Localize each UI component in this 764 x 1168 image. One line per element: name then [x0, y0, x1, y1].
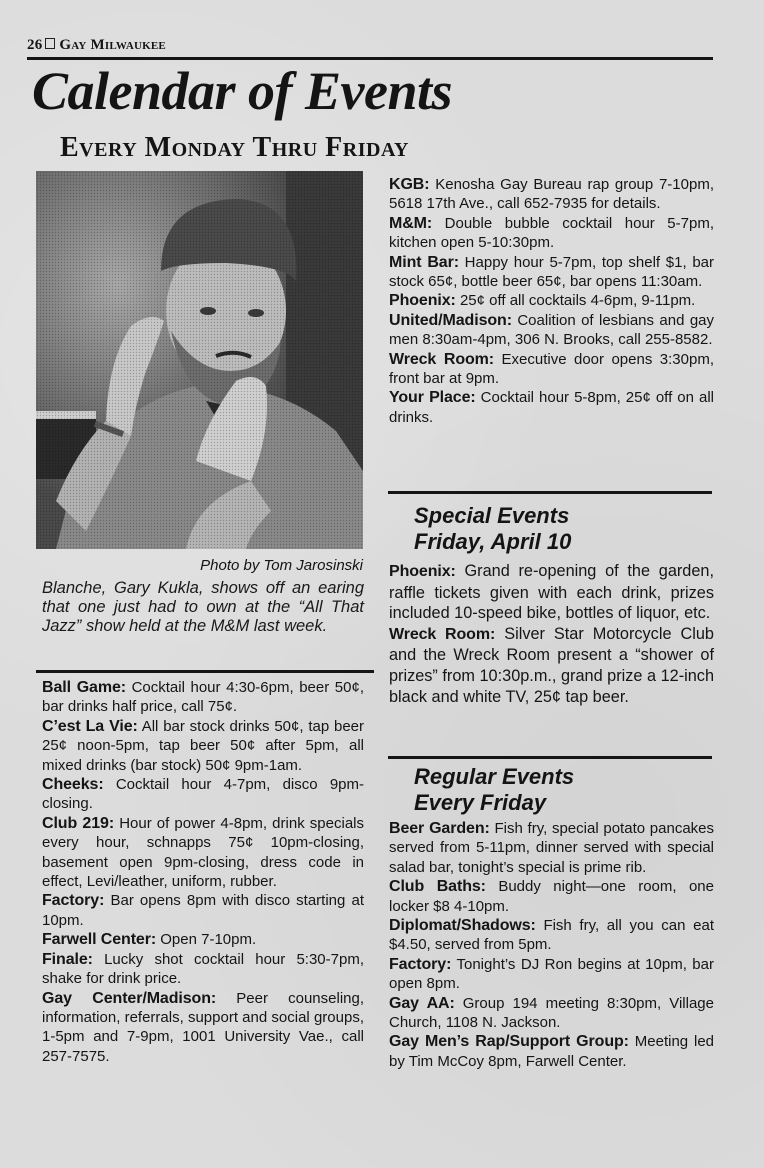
venue-name: United/Madison:: [389, 311, 512, 329]
venue-name: Factory:: [389, 955, 452, 973]
weekday-listings-left: [42, 678, 364, 1066]
venue-description: All bar stock drinks 50¢, tap beer 25¢ noon-5pm, tap beer 50¢ after 5pm, all mixed drinks (bar stock) 50¢ 9pm-1am.: [42, 717, 364, 774]
venue-description: Group 194 meeting 8:30pm, Village Church, 1108 N. Jackson.: [389, 994, 714, 1032]
listing-entry: [389, 877, 714, 916]
venue-name: Club Baths:: [389, 878, 486, 896]
listing-entry: [42, 989, 364, 1067]
venue-name: Gay AA:: [389, 994, 455, 1012]
regular-events-title: Regular Events: [414, 764, 575, 789]
page-folio: [27, 37, 166, 54]
page-title: Calendar of Events: [32, 61, 453, 121]
venue-name: Phoenix:: [389, 563, 456, 580]
listing-entry: [389, 994, 714, 1033]
listing-entry: [42, 814, 364, 892]
venue-description: Happy hour 5-7pm, top shelf $1, bar stock 65¢, bottle beer 65¢, bar opens 11:30am.: [389, 253, 714, 291]
venue-name: Ball Game:: [42, 679, 126, 696]
venue-name: Gay Center/Madison:: [42, 989, 217, 1007]
venue-description: Bar opens 8pm with disco starting at 10pm.: [42, 892, 365, 929]
venue-name: Farwell Center:: [42, 931, 157, 949]
special-events-date: Friday, April 10: [414, 529, 572, 554]
venue-description: Cocktail hour 4:30-6pm, beer 50¢, bar drinks half price, call 75¢.: [42, 679, 364, 716]
listing-entry: [42, 950, 364, 989]
photo-credit: Photo by Tom Jarosinski: [200, 557, 363, 574]
venue-description: Grand re-opening of the garden, raffle tickets given with each drink, prizes included 10-speed bike, bottles of liquor, etc.: [389, 562, 714, 623]
regular-events-listings: [389, 819, 714, 1071]
venue-name: Your Place:: [389, 389, 476, 407]
photo-caption: Blanche, Gary Kukla, shows off an earing that one just had to own at the “All That Jazz” show held at the M&M last week.: [42, 579, 364, 635]
venue-name: C’est La Vie:: [42, 717, 138, 735]
venue-description: Hour of power 4-8pm, drink specials every hour, schnapps 75¢ 10pm-closing, basement open 9pm-closing, dress code in effect, Levi/leather, uniform, rubber.: [42, 814, 364, 891]
listing-entry: [389, 388, 714, 427]
listing-entry: [389, 624, 714, 707]
special-events-heading: [414, 503, 571, 555]
venue-name: Beer Garden:: [389, 820, 490, 837]
venue-name: Diplomat/Shadows:: [389, 917, 536, 935]
special-events-divider: [388, 491, 712, 494]
venue-name: Factory:: [42, 892, 105, 910]
listing-entry: [389, 214, 714, 253]
venue-description: Cocktail hour 4-7pm, disco 9pm-closing.: [42, 776, 365, 813]
special-events-title: Special Events: [414, 503, 570, 528]
listing-entry: [389, 1032, 714, 1071]
regular-events-heading: [414, 764, 574, 816]
venue-description: Open 7-10pm.: [160, 931, 257, 949]
listing-entry: [389, 253, 714, 292]
listing-entry: [389, 350, 714, 389]
event-photo: [36, 171, 363, 549]
regular-events-divider: [388, 756, 712, 759]
venue-name: Club 219:: [42, 814, 115, 832]
venue-name: Finale:: [42, 950, 93, 968]
venue-name: Gay Men’s Rap/Support Group:: [389, 1033, 629, 1051]
venue-name: Phoenix:: [389, 292, 456, 310]
venue-description: Coalition of lesbians and gay men 8:30am-4pm, 306 N. Brooks, call 255-8582.: [389, 311, 714, 349]
square-bullet-icon: [45, 38, 55, 49]
listing-entry: [389, 561, 714, 624]
venue-description: Fish fry, all you can eat $4.50, served from 5pm.: [389, 917, 715, 954]
weekday-listings-right: [389, 175, 714, 427]
listing-entry: [42, 678, 364, 717]
caption-divider: [36, 670, 374, 673]
venue-description: Tonight’s DJ Ron begins at 10pm, bar open 8pm.: [389, 955, 714, 993]
venue-description: Silver Star Motorcycle Club and the Wreck Room present a “shower of prizes” from 10:30p.m., grand prize a 12-inch black and white TV, 25¢ tap beer.: [389, 624, 714, 706]
listing-entry: [42, 775, 364, 814]
venue-name: Mint Bar:: [389, 253, 459, 271]
listing-entry: [389, 175, 714, 214]
venue-name: Cheeks:: [42, 776, 104, 794]
header-rule: [27, 57, 713, 60]
venue-description: Double bubble cocktail hour 5-7pm, kitchen open 5-10:30pm.: [389, 214, 714, 252]
special-events-listings: [389, 561, 714, 707]
listing-entry: [389, 311, 714, 350]
venue-description: Buddy night—one room, one locker $8 4-10pm.: [389, 878, 714, 915]
listing-entry: [389, 955, 714, 994]
regular-events-day: Every Friday: [414, 790, 547, 815]
venue-name: Wreck Room:: [389, 625, 496, 643]
venue-name: M&M:: [389, 214, 433, 232]
venue-description: Meeting led by Tim McCoy 8pm, Farwell Center.: [389, 1033, 714, 1070]
section-subtitle: Every Monday Thru Friday: [60, 132, 410, 163]
venue-description: Peer counseling, information, referrals, support and social groups, 1-5pm and 7-9pm, 1001 University Vae., call 257-7575.: [42, 989, 364, 1065]
venue-description: Fish fry, special potato pancakes served from 5-11pm, dinner served with special salad bar, tonight’s special is prime rib.: [389, 820, 715, 876]
listing-entry: [389, 819, 714, 877]
listing-entry: [389, 916, 714, 955]
venue-description: Cocktail hour 5-8pm, 25¢ off on all drinks.: [389, 389, 714, 426]
publication-name: Gay Milwaukee: [59, 37, 166, 53]
photo-illustration: [36, 171, 363, 549]
page-number: 26: [27, 37, 43, 53]
listing-entry: [42, 891, 364, 930]
listing-entry: [42, 930, 364, 949]
venue-name: KGB:: [389, 176, 430, 193]
venue-name: Wreck Room:: [389, 350, 495, 368]
listing-entry: [389, 291, 714, 310]
listing-entry: [42, 717, 364, 775]
venue-description: 25¢ off all cocktails 4-6pm, 9-11pm.: [459, 292, 696, 310]
venue-description: Kenosha Gay Bureau rap group 7-10pm, 5618 17th Ave., call 652-7935 for details.: [389, 176, 714, 213]
venue-description: Executive door opens 3:30pm, front bar at 9pm.: [389, 350, 714, 388]
venue-description: Lucky shot cocktail hour 5:30-7pm, shake for drink price.: [42, 950, 364, 988]
